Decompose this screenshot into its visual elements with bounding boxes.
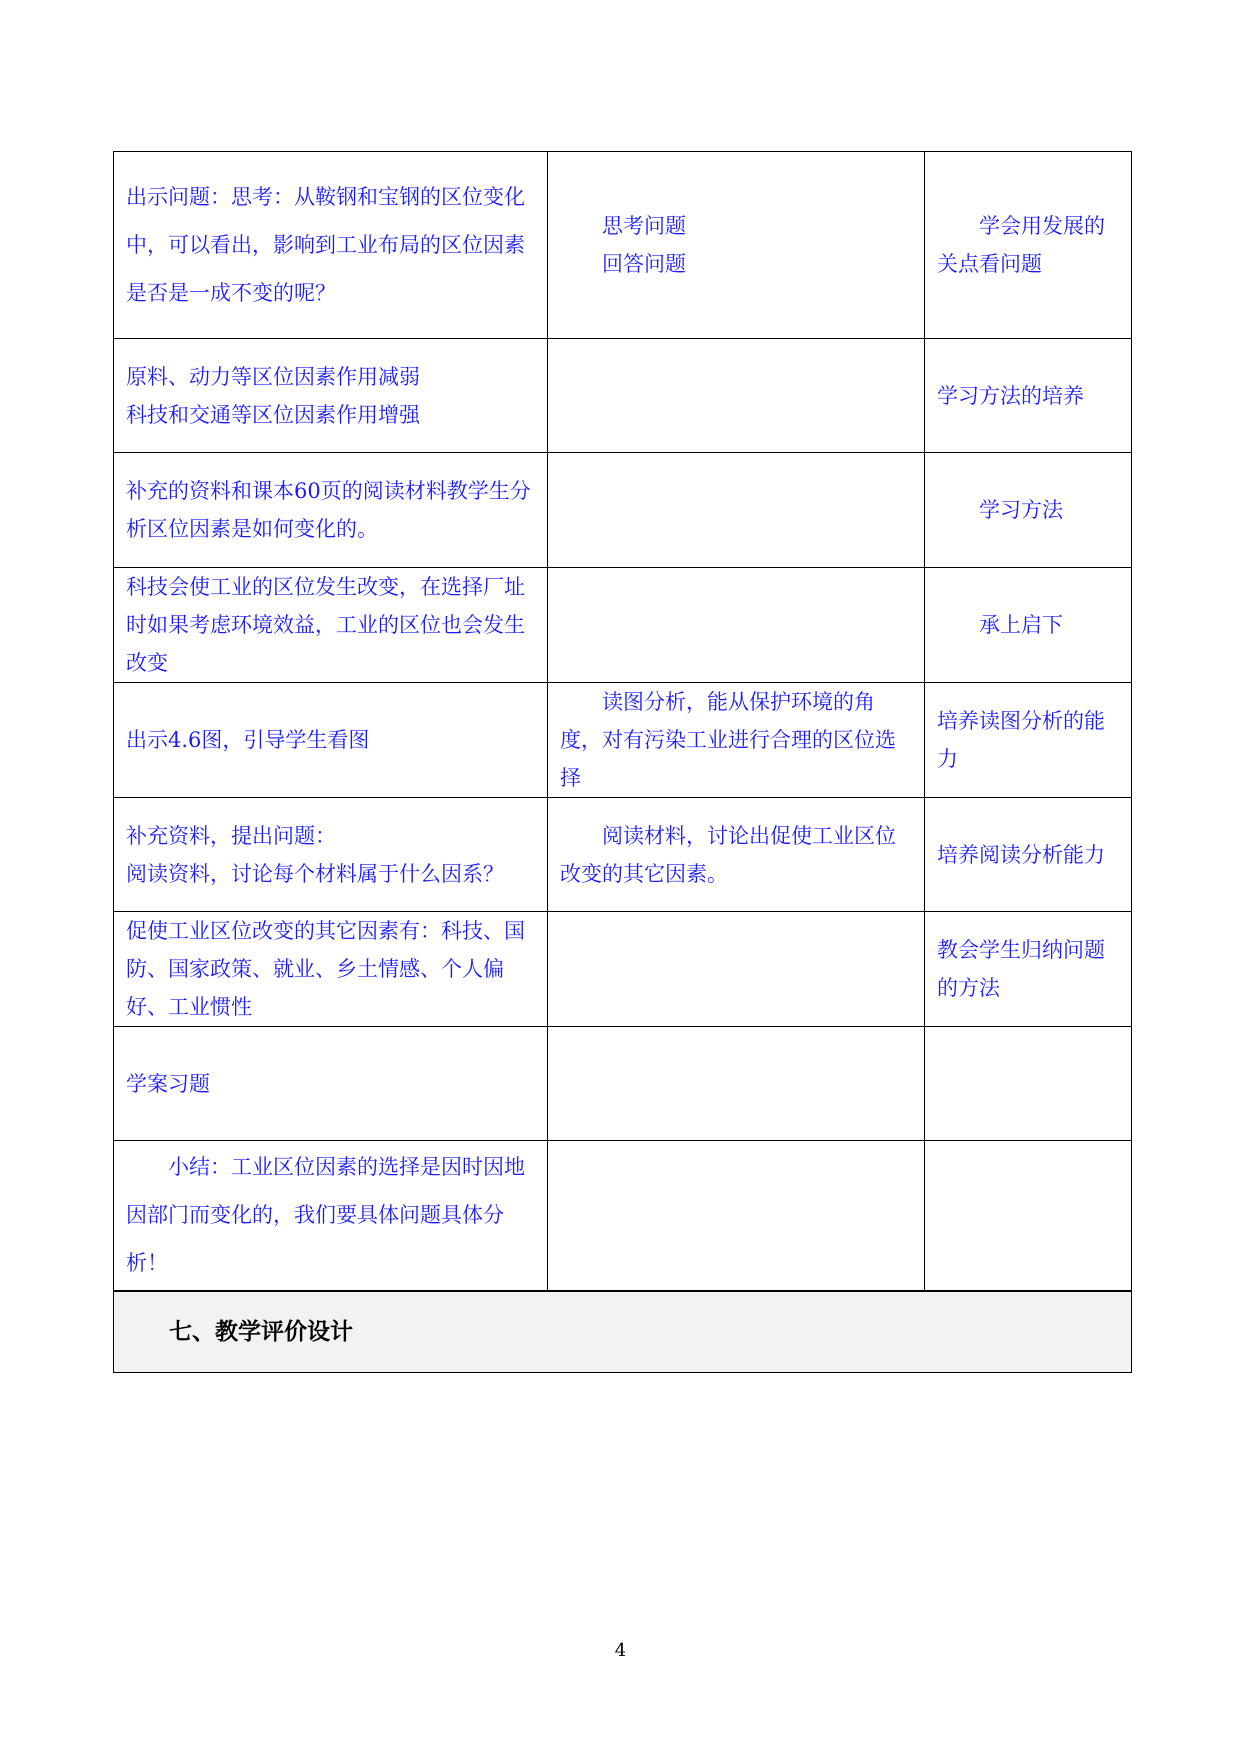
teacher-activity-cell: 补充的资料和课本60页的阅读材料教学生分析区位因素是如何变化的。 — [114, 453, 548, 568]
student-activity-cell — [548, 152, 925, 339]
section-heading: 七、教学评价设计 — [114, 1291, 1132, 1373]
teacher-activity-cell: 出示问题：思考：从鞍钢和宝钢的区位变化中，可以看出，影响到工业布局的区位因素是否是一成不变的呢？ — [114, 152, 548, 339]
student-activity-cell — [548, 1141, 925, 1291]
lesson-plan-table — [113, 151, 1132, 1373]
student-activity-cell — [548, 339, 925, 453]
design-purpose-cell: 培养阅读分析能力 — [925, 798, 1132, 912]
teacher-activity-line: 阅读资料，讨论每个材料属于什么因系？ — [126, 861, 504, 886]
teacher-activity-cell — [114, 798, 548, 912]
student-activity-line: 思考问题 — [602, 214, 686, 238]
design-purpose-cell — [925, 1027, 1132, 1141]
student-activity-cell — [548, 912, 925, 1027]
design-purpose-cell: 学会用发展的关点看问题 — [925, 152, 1132, 339]
teacher-activity-line: 补充资料，提出问题： — [126, 823, 336, 848]
teacher-activity-line: 原料、动力等区位因素作用减弱 — [126, 364, 420, 389]
student-activity-cell: 阅读材料，讨论出促使工业区位改变的其它因素。 — [548, 798, 925, 912]
teacher-activity-cell: 学案习题 — [114, 1027, 548, 1141]
teacher-activity-line: 科技和交通等区位因素作用增强 — [126, 402, 420, 427]
page-number: 4 — [614, 1640, 627, 1661]
table-row — [114, 339, 1132, 453]
teacher-activity-cell: 科技会使工业的区位发生改变，在选择厂址时如果考虑环境效益，工业的区位也会发生改变 — [114, 568, 548, 683]
table-row — [114, 453, 1132, 568]
teacher-activity-cell: 促使工业区位改变的其它因素有：科技、国防、国家政策、就业、乡土情感、个人偏好、工业惯性 — [114, 912, 548, 1027]
teacher-activity-cell: 小结：工业区位因素的选择是因时因地因部门而变化的，我们要具体问题具体分析！ — [114, 1141, 548, 1291]
student-activity-cell — [548, 1027, 925, 1141]
teacher-activity-cell — [114, 339, 548, 453]
design-purpose-cell — [925, 1141, 1132, 1291]
table-row — [114, 798, 1132, 912]
design-purpose-cell: 教会学生归纳问题的方法 — [925, 912, 1132, 1027]
table-row — [114, 1141, 1132, 1291]
table-row — [114, 912, 1132, 1027]
design-purpose-cell: 培养读图分析的能力 — [925, 683, 1132, 798]
design-purpose-cell: 学习方法 — [925, 453, 1132, 568]
student-activity-cell — [548, 568, 925, 683]
student-activity-cell: 读图分析，能从保护环境的角度，对有污染工业进行合理的区位选择 — [548, 683, 925, 798]
teacher-activity-cell: 出示4.6图，引导学生看图 — [114, 683, 548, 798]
table-row — [114, 568, 1132, 683]
design-purpose-cell: 承上启下 — [925, 568, 1132, 683]
table-row — [114, 683, 1132, 798]
design-purpose-cell: 学习方法的培养 — [925, 339, 1132, 453]
table-row — [114, 1027, 1132, 1141]
table-row — [114, 152, 1132, 339]
student-activity-cell — [548, 453, 925, 568]
section-heading-row — [114, 1291, 1132, 1373]
student-activity-line: 回答问题 — [602, 252, 686, 276]
